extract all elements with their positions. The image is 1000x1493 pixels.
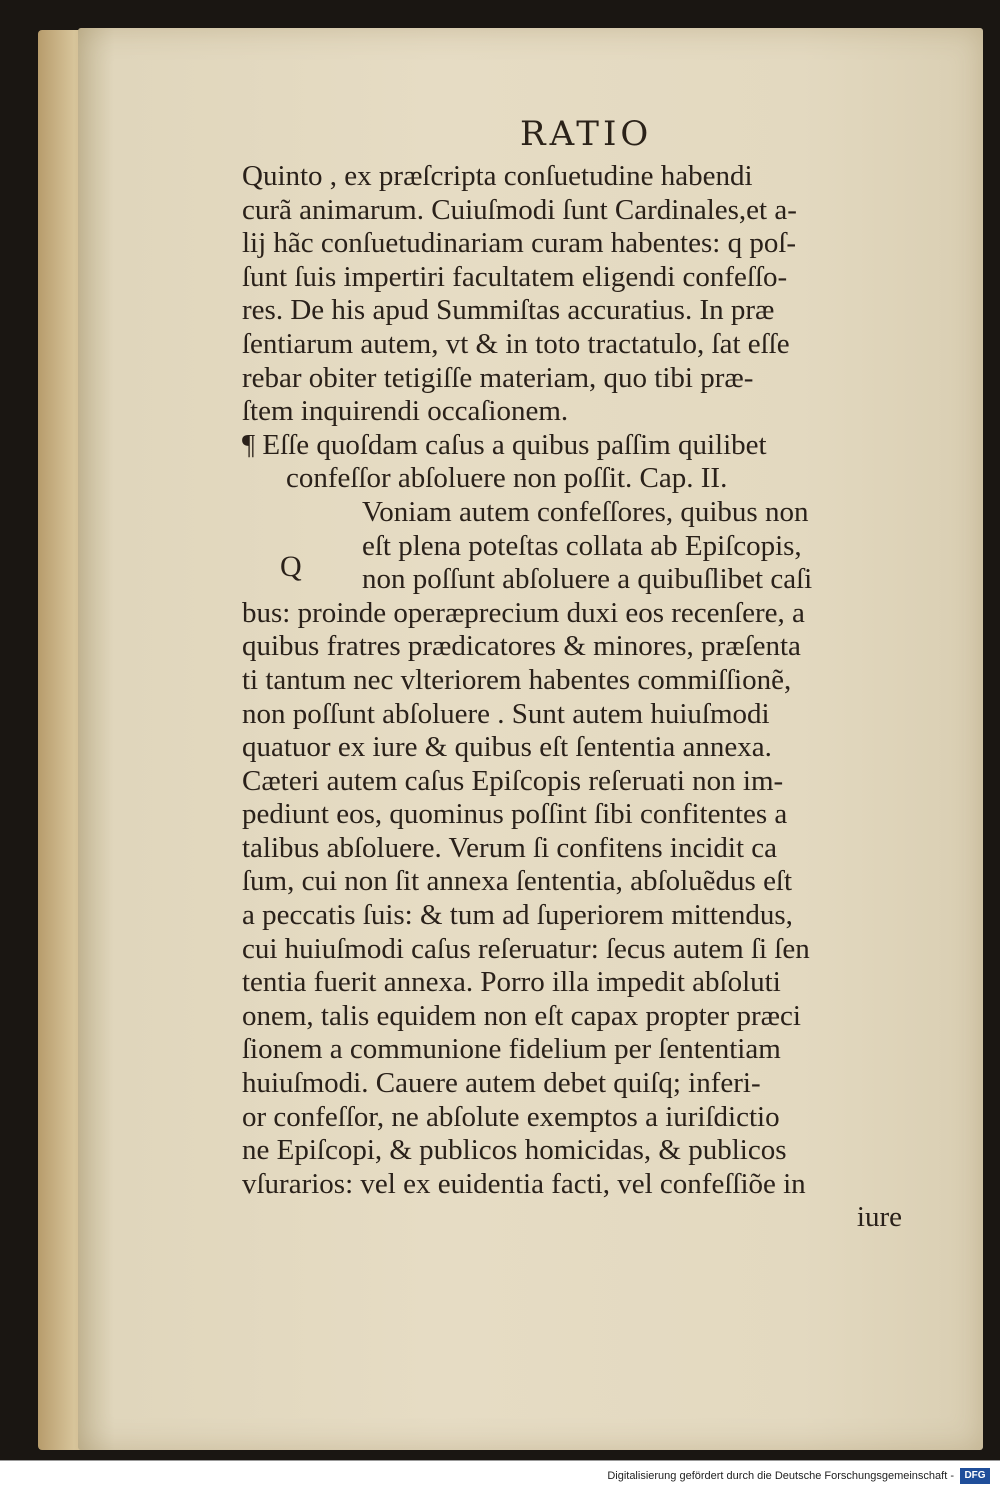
text-line-11: Voniam autem confeſſores, quibus non: [362, 495, 809, 528]
text-line-28: huiuſmodi. Cauere autem debet quiſq; inferi-: [242, 1067, 761, 1100]
text-line-25: tentia fuerit annexa. Porro illa impedit abſoluti: [242, 966, 781, 999]
dfg-logo: DFG: [960, 1468, 990, 1484]
text-line-26: onem, talis equidem non eſt capax propter præci: [242, 999, 801, 1032]
text-line-13: non poſſunt abſoluere a quibuſlibet caſi: [362, 563, 813, 596]
text-line-19: Cæteri autem caſus Epiſcopis reſeruati non im-: [242, 764, 784, 797]
text-line-12: eſt plena poteſtas collata ab Epiſcopis,: [362, 529, 802, 562]
text-line-20: pediunt eos, quominus poſſint ſibi confitentes a: [242, 798, 788, 831]
text-line-2: curã animarum. Cuiuſmodi ſunt Cardinales,et a-: [242, 193, 797, 226]
text-line-14: bus: proinde operæprecium duxi eos recenſere, a: [242, 596, 805, 629]
text-line-23: a peccatis ſuis: & tum ad ſuperiorem mittendus,: [242, 899, 793, 932]
text-line-15: quibus fratres prædicatores & minores, præſenta: [242, 630, 801, 663]
text-line-1: Quinto , ex præſcripta conſuetudine habendi: [242, 160, 753, 192]
text-line-7: rebar obiter tetigiſſe materiam, quo tibi præ-: [242, 361, 754, 394]
text-line-27: ſionem a communione fidelium per ſententiam: [242, 1033, 781, 1066]
text-line-17: non poſſunt abſoluere . Sunt autem huiuſmodi: [242, 697, 770, 730]
text-line-29: or confeſſor, ne abſolute exemptos a iuriſdictio: [242, 1100, 780, 1133]
chapter-heading-line-1: ¶ Eſſe quoſdam caſus a quibus paſſim quilibet: [242, 428, 767, 461]
digitization-credit: Digitalisierung gefördert durch die Deutsche Forschungsgemeinschaft -: [607, 1470, 954, 1482]
body-text: [242, 160, 932, 1235]
text-line-21: talibus abſoluere. Verum ſi confitens incidit ca: [242, 831, 778, 864]
chapter-heading-line-2: confeſſor abſoluere non poſſit. Cap. II.: [286, 462, 728, 495]
text-line-4: ſunt ſuis impertiri facultatem eligendi confeſſo-: [242, 260, 788, 293]
catchword: iure: [856, 1201, 902, 1234]
text-line-5: res. De his apud Summiſtas accuratius. In præ: [242, 294, 775, 327]
text-line-3: lij hãc conſuetudinariam curam habentes: q poſ-: [242, 227, 797, 260]
text-line-6: ſentiarum autem, vt & in toto tractatulo, ſat eſſe: [242, 327, 790, 360]
text-line-31: vſurarios: vel ex euidentia facti, vel confeſſiõe in: [242, 1167, 806, 1200]
running-head: RATIO: [520, 114, 653, 154]
drop-initial: Q: [280, 550, 302, 583]
text-line-30: ne Epiſcopi, & publicos homicidas, & publicos: [242, 1134, 787, 1167]
text-line-24: cui huiuſmodi caſus reſeruatur: ſecus autem ſi ſen: [242, 932, 810, 965]
text-line-8: ſtem inquirendi occaſionem.: [242, 395, 569, 428]
text-line-16: ti tantum nec vlteriorem habentes commiſſionẽ,: [242, 663, 792, 696]
text-line-18: quatuor ex iure & quibus eſt ſententia annexa.: [242, 731, 772, 764]
text-line-22: ſum, cui non ſit annexa ſententia, abſoluẽdus eſt: [242, 865, 793, 898]
